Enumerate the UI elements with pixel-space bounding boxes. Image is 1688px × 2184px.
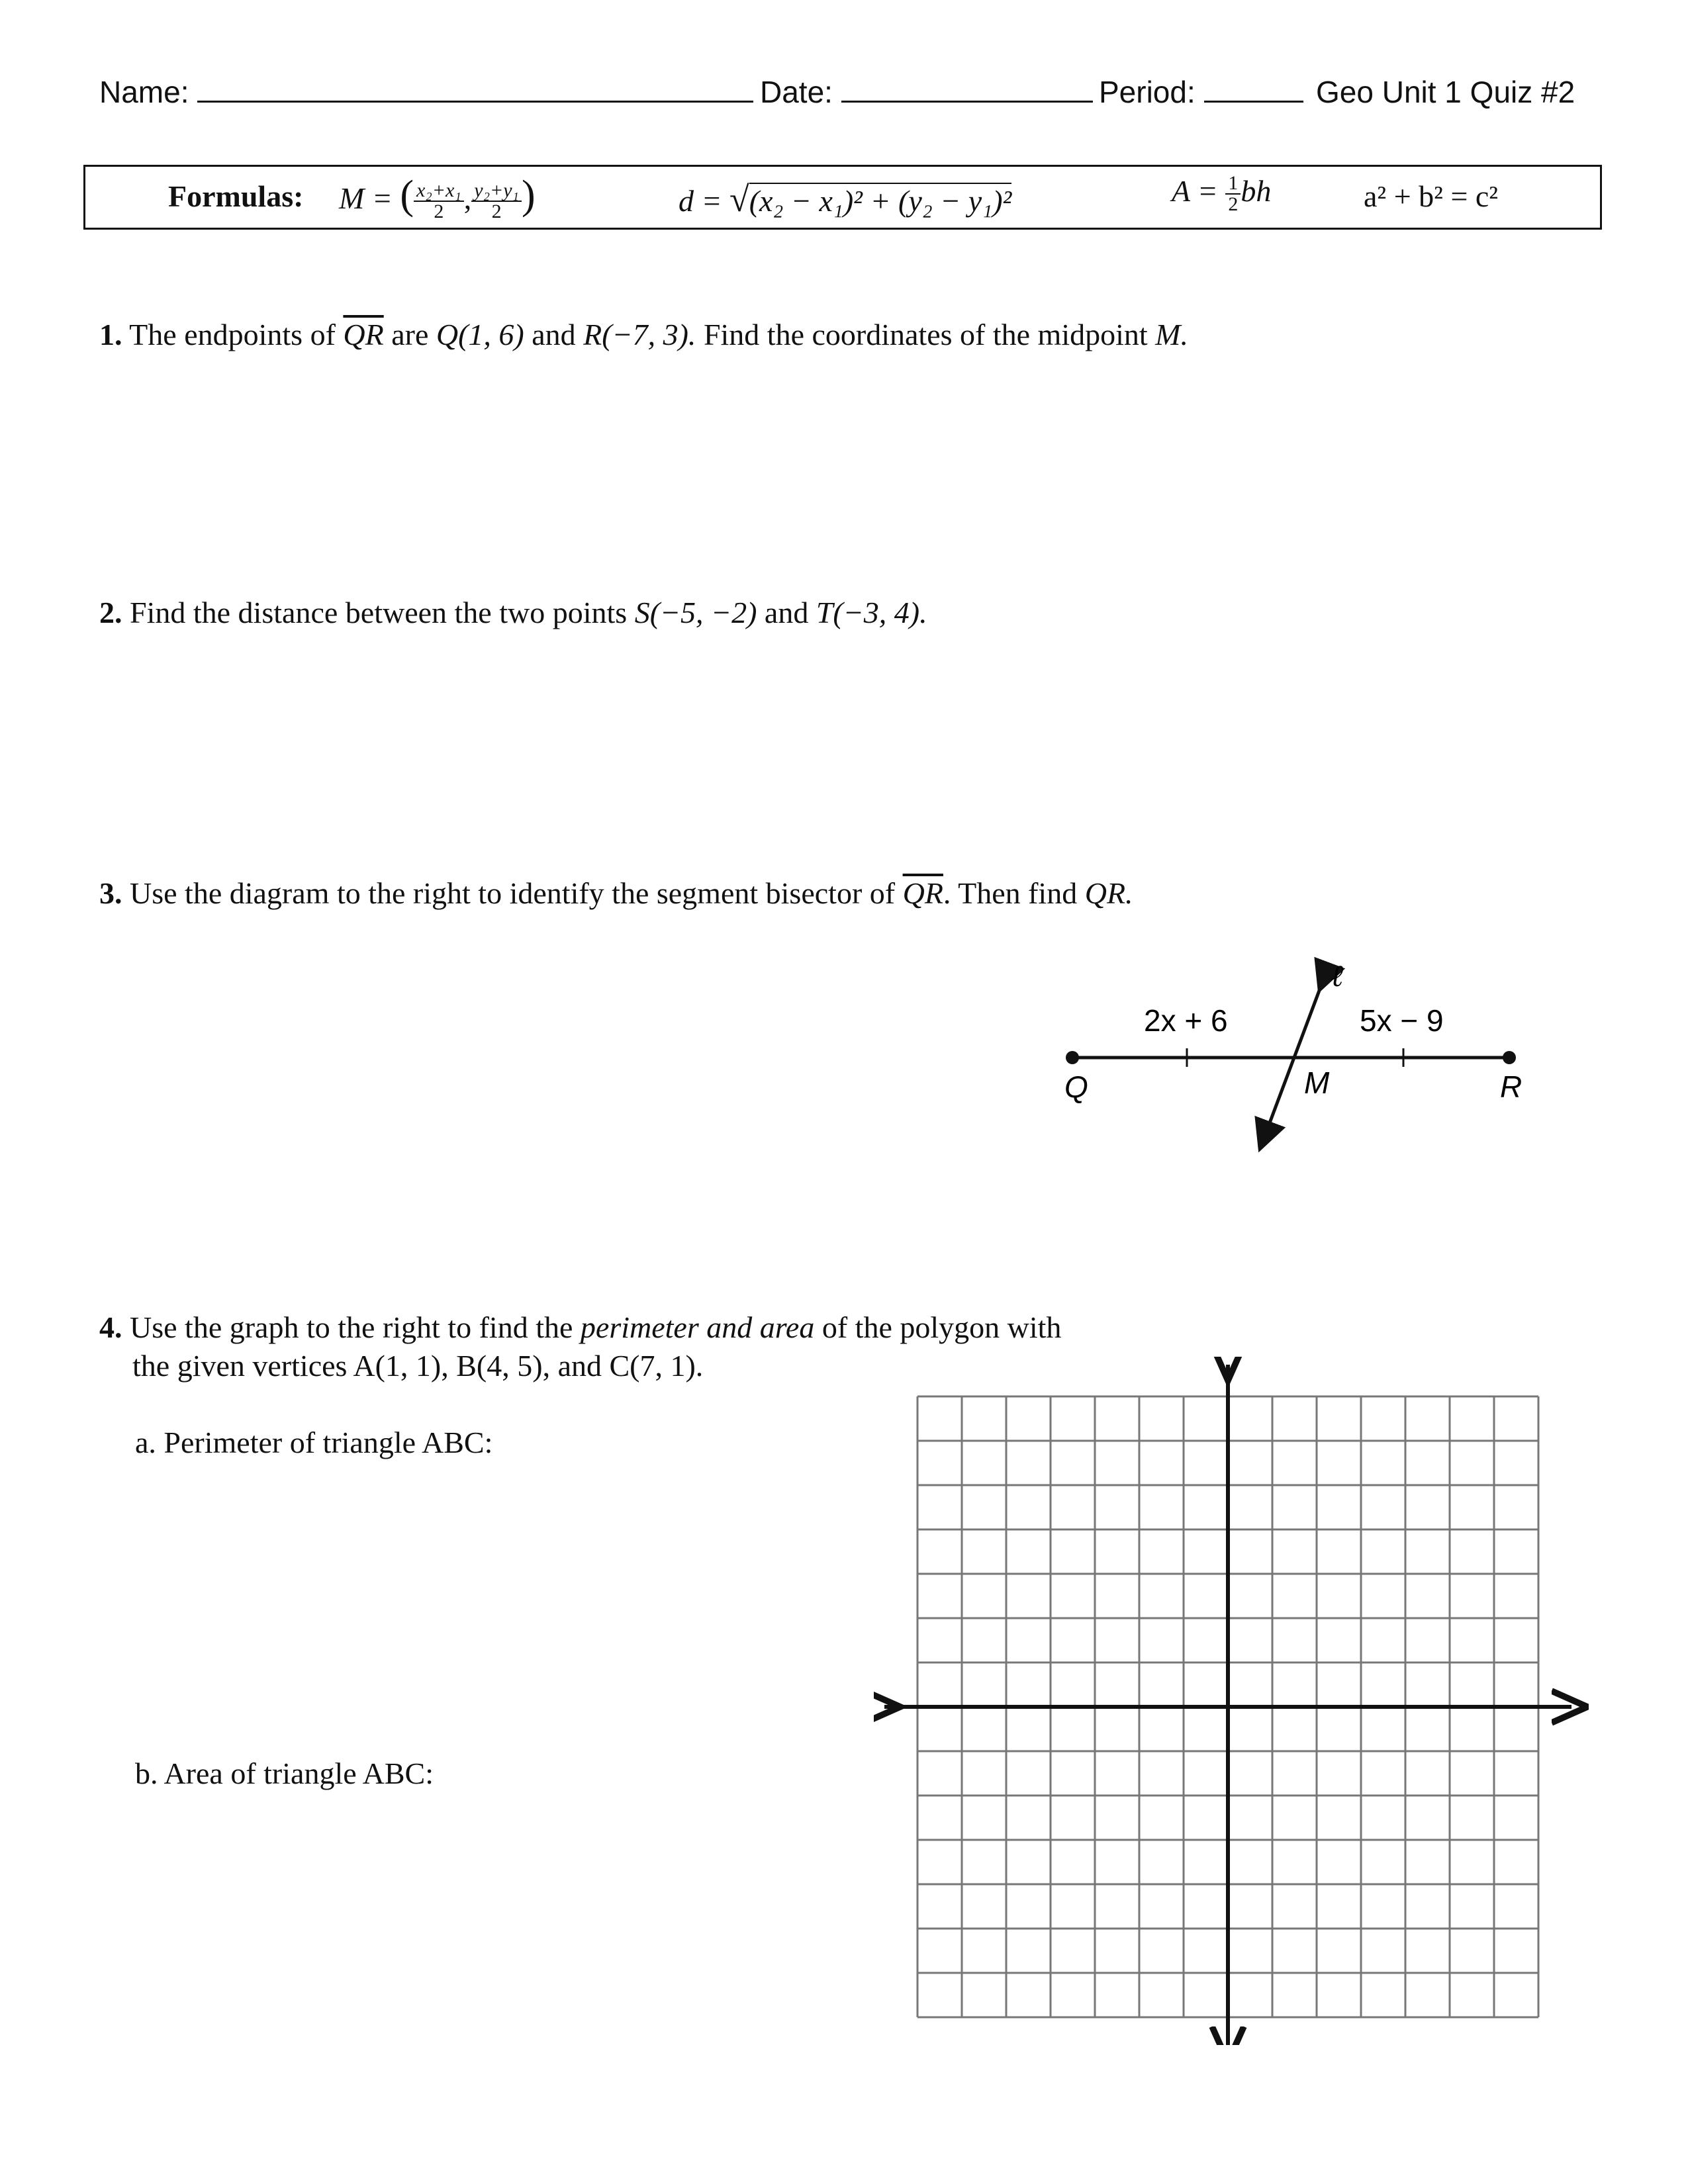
q4-line-2: the given vertices A(1, 1), B(4, 5), and C(7, 1). — [132, 1349, 704, 1383]
area-fraction — [1225, 173, 1241, 214]
point-r — [1503, 1051, 1516, 1064]
q4-text-b: of the polygon with — [821, 1310, 1062, 1344]
q4-text-a: Use the graph to the right to find the — [130, 1310, 573, 1344]
area-rhs: bh — [1241, 174, 1272, 208]
name-blank[interactable] — [197, 75, 753, 103]
question-2 — [99, 594, 927, 631]
q2-text-b: and — [764, 596, 809, 629]
q3-var: QR. — [1084, 876, 1133, 910]
q2-point-t: T(−3, 4). — [816, 596, 927, 629]
area-numerator: 1 — [1228, 172, 1239, 195]
midpoint-x-denominator: 2 — [414, 201, 464, 222]
period-label: Period: — [1099, 75, 1196, 109]
date-label: Date: — [760, 75, 833, 109]
question-4 — [99, 1309, 1061, 1345]
quiz-title: Geo Unit 1 Quiz #2 — [1316, 75, 1575, 109]
midpoint-x-fraction — [414, 181, 464, 222]
q2-point-s: S(−5, −2) — [634, 596, 757, 629]
distance-rhs: (x₂ − x₁)² + (y₂ − y₁)² — [749, 184, 1012, 218]
q1-text-b: are — [391, 318, 429, 351]
q1-point-r: R(−7, 3). — [583, 318, 696, 351]
pythagorean-formula: a² + b² = c² — [1364, 179, 1499, 213]
midpoint-y-denominator: 2 — [471, 201, 522, 222]
q3-segment: $\overline{QR}$ — [902, 876, 943, 910]
point-q — [1066, 1051, 1079, 1064]
q2-text-a: Find the distance between the two points — [130, 596, 628, 629]
midpoint-formula: M = ( $\frac{\text{x₂+x₁}}{2}$ , $\frac{\text{y₂+y₁}}{2}$ ) — [339, 173, 536, 223]
q1-number: 1. — [99, 318, 122, 351]
q1-point-q: Q(1, 6) — [436, 318, 524, 351]
period-blank[interactable] — [1204, 75, 1303, 103]
q1-segment: $\overline{QR}$ — [343, 318, 384, 351]
date-blank[interactable] — [841, 75, 1093, 103]
question-1 — [99, 316, 1188, 353]
distance-formula — [679, 179, 1011, 220]
q2-number: 2. — [99, 596, 122, 629]
midpoint-y-fraction — [471, 181, 522, 222]
distance-lhs: d = — [679, 184, 722, 218]
name-field[interactable] — [99, 74, 753, 110]
q3-number: 3. — [99, 876, 122, 910]
q1-text-a: The endpoints of — [129, 318, 336, 351]
area-lhs: A = — [1172, 174, 1218, 208]
formulas-label: Formulas: — [168, 179, 304, 213]
left-expression: 2x + 6 — [1144, 1003, 1228, 1038]
midpoint-y-numerator: y₂+y₁ — [474, 179, 519, 202]
label-q: Q — [1064, 1069, 1088, 1104]
area-formula — [1172, 173, 1271, 214]
q1-text-c: and — [532, 318, 576, 351]
q3-text-b: . Then find — [943, 876, 1078, 910]
q4-number: 4. — [99, 1310, 122, 1344]
midpoint-x-numerator: x₂+x₁ — [416, 179, 461, 202]
name-label: Name: — [99, 75, 189, 109]
area-denominator: 2 — [1225, 193, 1241, 214]
q3-text-a: Use the diagram to the right to identify the segment bisector of — [130, 876, 896, 910]
period-field[interactable] — [1099, 74, 1303, 110]
q1-text-d: Find the coordinates of the midpoint — [703, 318, 1148, 351]
q4-part-a: a. Perimeter of triangle ABC: — [135, 1426, 493, 1459]
label-r: R — [1500, 1069, 1523, 1104]
right-expression: 5x − 9 — [1360, 1003, 1444, 1038]
label-m: M — [1304, 1066, 1330, 1100]
q4-part-b: b. Area of triangle ABC: — [135, 1756, 434, 1790]
coordinate-grid[interactable] — [874, 1357, 1589, 2045]
question-3 — [99, 875, 1133, 911]
sqrt-icon: √ — [729, 179, 749, 219]
bisector-diagram — [1046, 946, 1549, 1158]
label-line-l: ℓ — [1331, 959, 1344, 993]
q4-emphasis: perimeter and area — [580, 1310, 815, 1344]
midpoint-lhs: M = — [339, 181, 393, 215]
q1-var: M. — [1155, 318, 1188, 351]
date-field[interactable] — [760, 74, 1093, 110]
